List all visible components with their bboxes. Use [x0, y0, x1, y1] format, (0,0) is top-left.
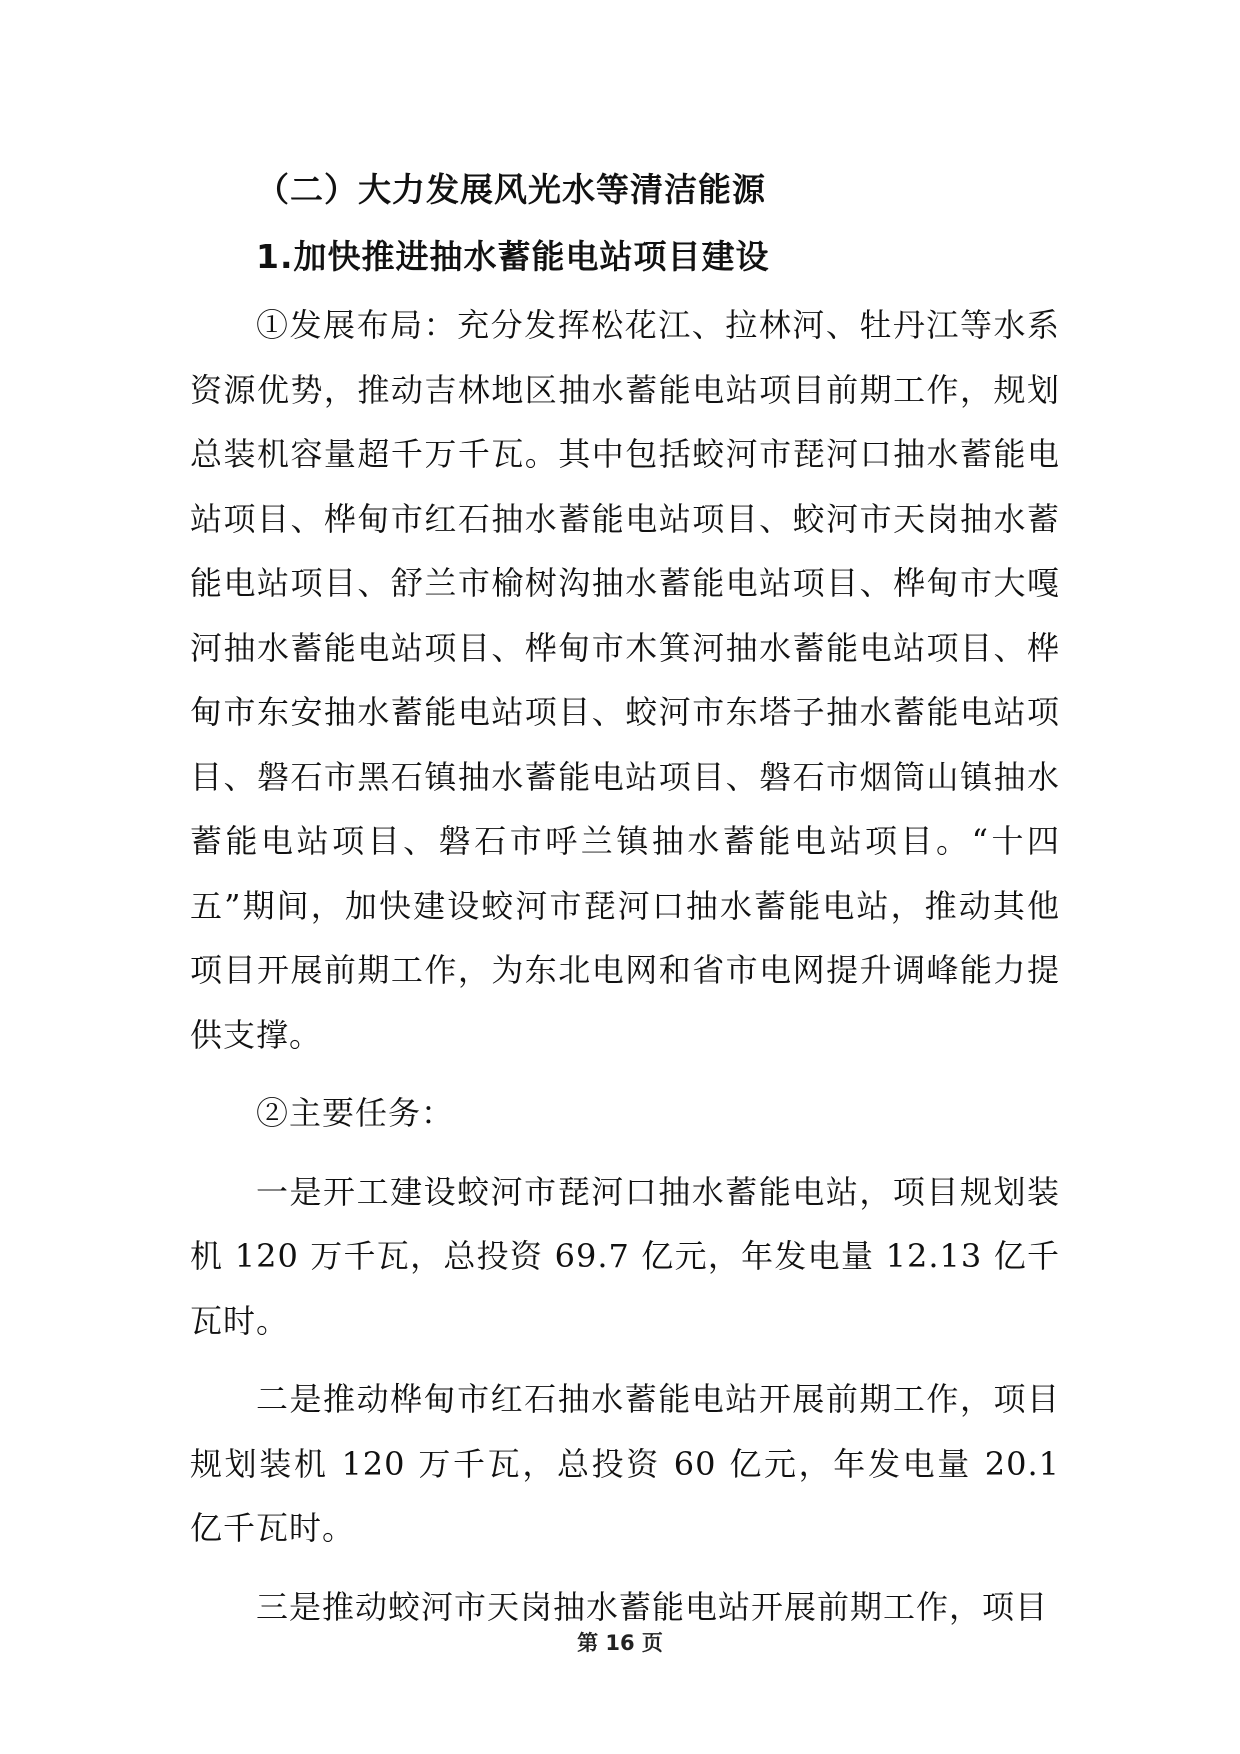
paragraph-tasks-label: ②主要任务： — [256, 1094, 455, 1132]
paragraph-task-3: 三是推动蛟河市天岗抽水蓄能电站开展前期工作，项目 — [256, 1587, 1049, 1626]
subsection-heading: 1.加快推进抽水蓄能电站项目建设 — [256, 237, 770, 276]
paragraph-task-1: 一是开工建设蛟河市琵河口抽水蓄能电站，项目规划装机 120 万千瓦，总投资 69.7 亿元，年发电量 12.13 亿千瓦时。 — [190, 1172, 1060, 1340]
paragraph-task-2: 二是推动桦甸市红石抽水蓄能电站开展前期工作，项目规划装机 120 万千瓦，总投资 60 亿元，年发电量 20.1 亿千瓦时。 — [190, 1380, 1060, 1547]
page-number: 第 16 页 — [577, 1631, 663, 1655]
paragraph-spacer — [190, 1561, 1060, 1575]
paragraph-spacer — [190, 1353, 1060, 1367]
paragraph-layout: ①发展布局：充分发挥松花江、拉林河、牡丹江等水系资源优势，推动吉林地区抽水蓄能电站项目前期工作，规划总装机容量超千万千瓦。其中包括蛟河市琵河口抽水蓄能电站项目、桦甸市红石抽水蓄能电站项目、蛟河市天岗抽水蓄能电站项目、舒兰市榆树沟抽水蓄能电站项目、桦甸市大嘎河抽水蓄能电站项目、桦甸市木箕河抽水蓄能电站项目、桦甸市东安抽水蓄能电站项目、蛟河市东塔子抽水蓄能电站项目、磐石市黑石镇抽水蓄能电站项目、磐石市烟筒山镇抽水蓄能电站项目、磐石市呼兰镇抽水蓄能电站项目。“十四五”期间，加快建设蛟河市琵河口抽水蓄能电站，推动其他项目开展前期工作，为东北电网和省市电网提升调峰能力提供支撑。 — [190, 306, 1060, 1054]
section-heading: （二）大力发展风光水等清洁能源 — [256, 170, 766, 209]
page-content — [190, 168, 1060, 1639]
paragraph-spacer — [190, 1146, 1060, 1160]
paragraph-spacer — [190, 1067, 1060, 1081]
